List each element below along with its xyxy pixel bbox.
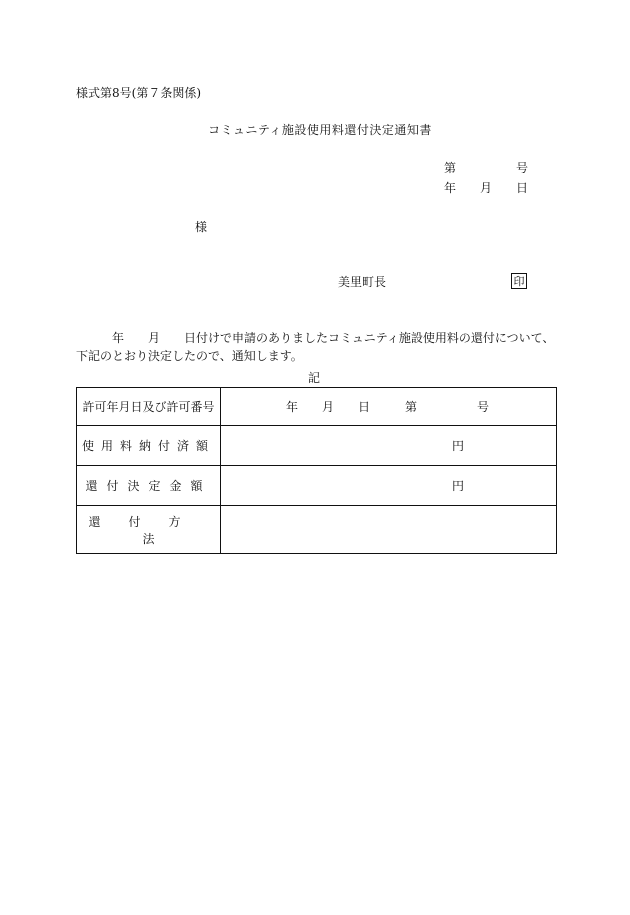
issue-date-month: 月 — [480, 181, 493, 195]
permit-label: 許可年月日及び許可番号 — [77, 388, 221, 426]
document-title: コミュニティ施設使用料還付決定通知書 — [208, 123, 432, 137]
issue-date-year: 年 — [444, 181, 457, 195]
refund-amount-yen: 円 — [452, 478, 465, 493]
permit-number-go: 号 — [477, 399, 490, 414]
body-month: 月 — [148, 331, 161, 345]
refund-method-label: 還付方法 — [77, 506, 221, 554]
detail-table — [76, 387, 557, 554]
permit-month: 月 — [322, 399, 335, 414]
form-number: 様式第8号(第７条関係) — [76, 86, 201, 100]
paid-amount-yen: 円 — [452, 438, 465, 453]
seal-mark: 印 — [511, 273, 527, 289]
refund-method-value — [221, 506, 557, 554]
table-row — [77, 506, 557, 554]
permit-day: 日 — [358, 399, 371, 414]
doc-number-go: 号 — [516, 161, 529, 175]
issue-date-day: 日 — [516, 181, 529, 195]
refund-amount-label: 還付決定金額 — [77, 466, 221, 506]
body-year: 年 — [112, 331, 125, 345]
body-text-line2: 下記のとおり決定したので、通知します。 — [76, 349, 303, 363]
table-row — [77, 388, 557, 426]
permit-year: 年 — [286, 399, 299, 414]
addressee-honorific: 様 — [195, 220, 208, 234]
permit-number-dai: 第 — [405, 399, 418, 414]
permit-value — [221, 388, 557, 426]
paid-amount-value — [221, 426, 557, 466]
body-text-line1 — [76, 332, 554, 344]
paid-amount-label: 使用料納付済額 — [77, 426, 221, 466]
table-row — [77, 466, 557, 506]
record-heading: 記 — [308, 371, 321, 385]
issuer-name: 美里町長 — [338, 275, 387, 289]
doc-number-dai: 第 — [444, 161, 457, 175]
table-row — [77, 426, 557, 466]
refund-amount-value — [221, 466, 557, 506]
body-rest: 日付けで申請のありましたコミュニティ施設使用料の還付について、 — [184, 331, 555, 345]
